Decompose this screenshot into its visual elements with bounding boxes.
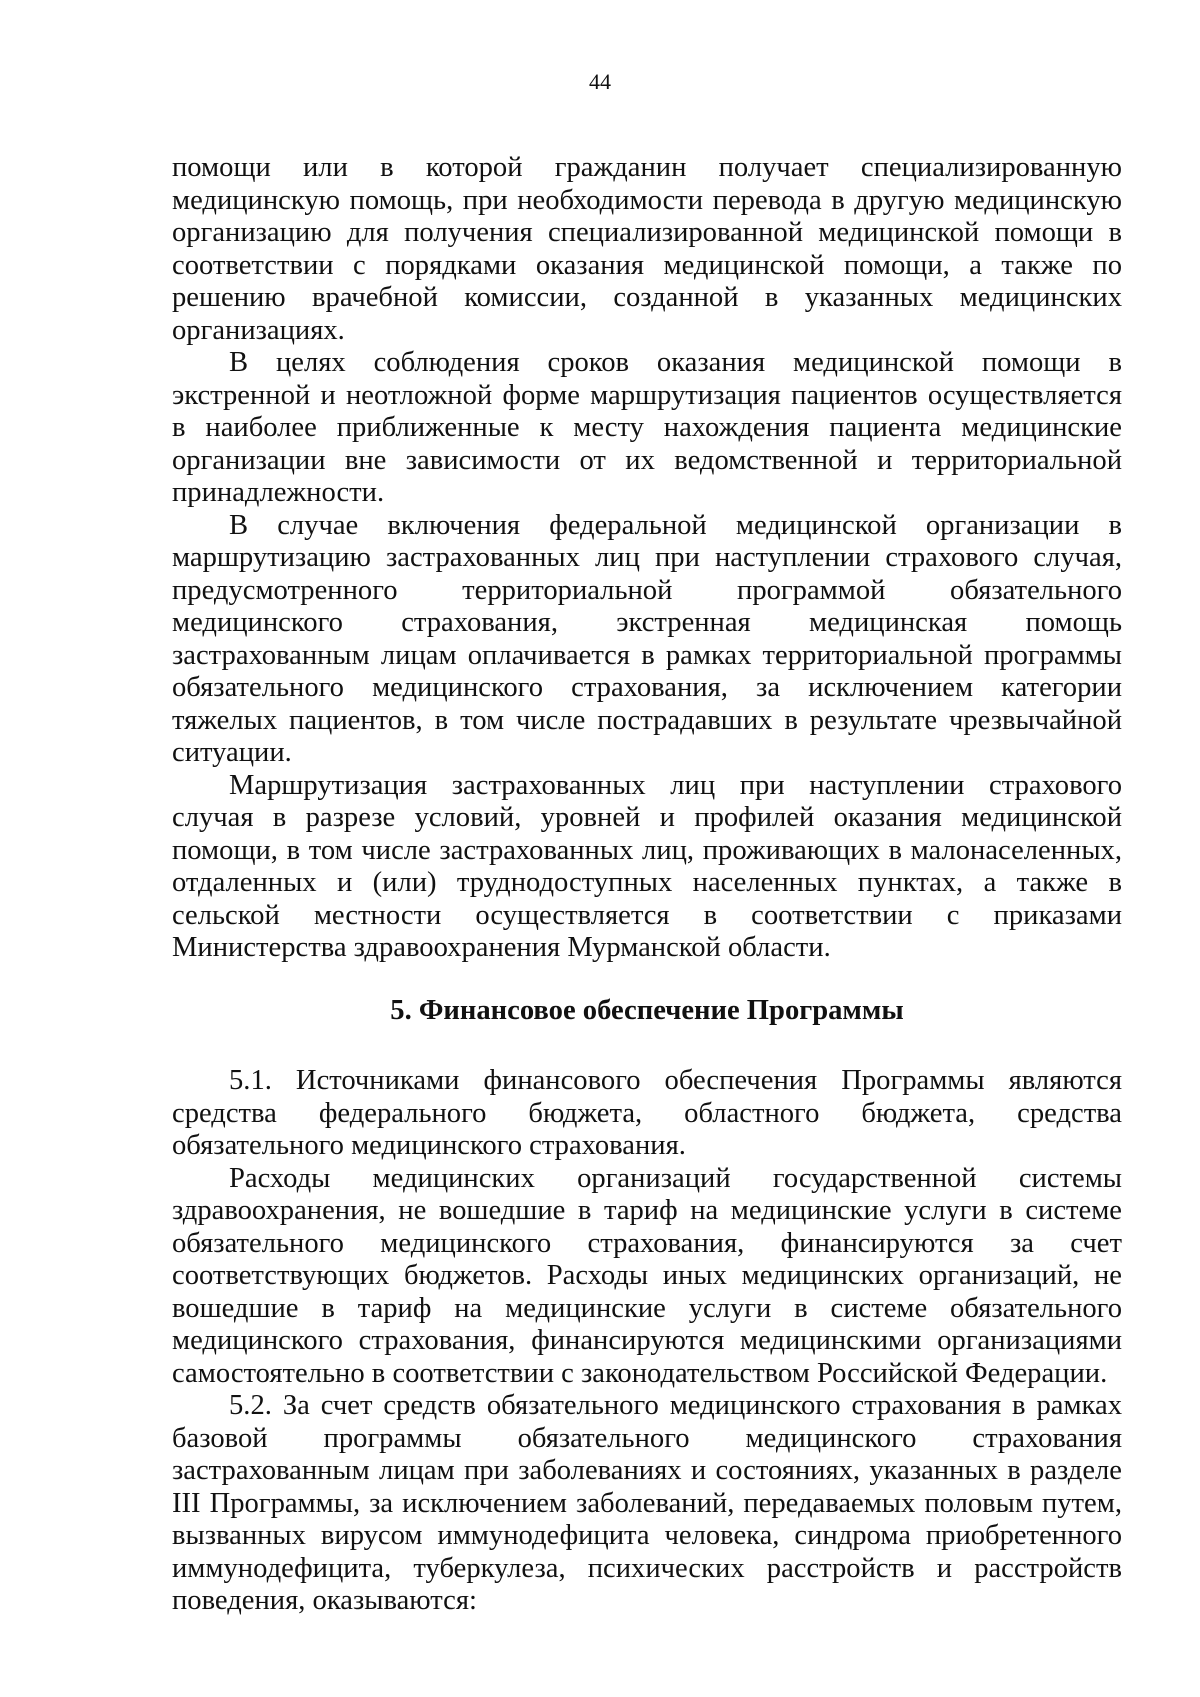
paragraph-5-2-oms: 5.2. За счет средств обязательного медицинского страхования в рамках базовой программы обязательного медицинского страхования застрахованным лицам при заболеваниях и состояниях, указанных в разделе III Программы, за исключением заболеваний, передаваемых половым путем, вызванных вирусом иммунодефицита человека, синдрома приобретенного иммунодефицита, туберкулеза, психических расстройств и расстройств поведения, оказываются:	[172, 1390, 1122, 1616]
section-heading: 5. Финансовое обеспечение Программы	[390, 994, 904, 1026]
paragraph-5-1-sources: 5.1. Источниками финансового обеспечения Программы являются средства федерального бюджета, областного бюджета, средства обязательного медицинского страхования.	[172, 1065, 1122, 1161]
spacer	[172, 1027, 1122, 1065]
paragraph-expenses: Расходы медицинских организаций государственной системы здравоохранения, не вошедшие в тариф на медицинские услуги в системе обязательного медицинского страхования, финансируются за счет соответствующих бюджетов. Расходы иных медицинских организаций, не вошедшие в тариф на медицинские услуги в системе обязательного медицинского страхования, финансируются медицинскими организациями самостоятельно в соответствии с законодательством Российской Федерации.	[172, 1162, 1122, 1389]
paragraph-routing-emergency: В целях соблюдения сроков оказания медицинской помощи в экстренной и неотложной форме маршрутизация пациентов осуществляется в наиболее приближенные к месту нахождения пациента медицинские организации вне зависимости от их ведомственной и территориальной принадлежности.	[172, 347, 1122, 508]
paragraph-continuation: помощи или в которой гражданин получает специализированную медицинскую помощь, при необходимости перевода в другую медицинскую организацию для получения специализированной медицинской помощи в соответствии с порядками оказания медицинской помощи, а также по решению врачебной комиссии, созданной в указанных медицинских организациях.	[172, 152, 1122, 346]
page-number: 44	[589, 69, 611, 94]
spacer	[172, 965, 1122, 995]
paragraph-routing-insured: Маршрутизация застрахованных лиц при наступлении страхового случая в разрезе условий, уровней и профилей оказания медицинской помощи, в том числе застрахованных лиц, проживающих в малонаселенных, отдаленных и (или) труднодоступных населенных пунктах, а также в сельской местности осуществляется в соответствии с приказами Министерства здравоохранения Мурманской области.	[172, 769, 1122, 963]
document-body	[172, 152, 1122, 1618]
paragraph-federal-organization: В случае включения федеральной медицинской организации в маршрутизацию застрахованных лиц при наступлении страхового случая, предусмотренного территориальной программой обязательного медицинского страхования, экстренная медицинская помощь застрахованным лицам оплачивается в рамках территориальной программы обязательного медицинского страхования, за исключением категории тяжелых пациентов, в том числе пострадавших в результате чрезвычайной ситуации.	[172, 509, 1122, 768]
